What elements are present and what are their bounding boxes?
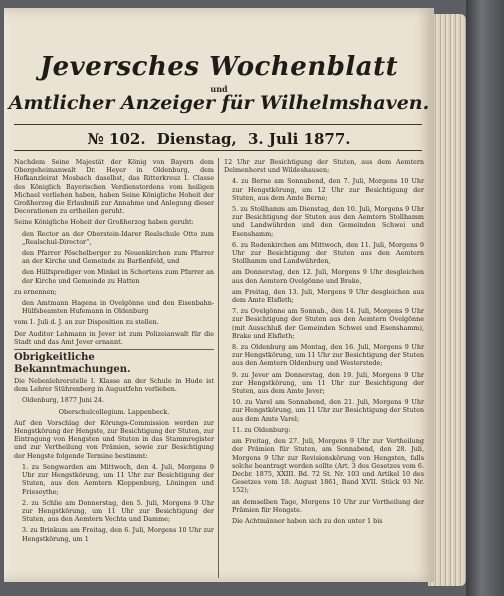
text-paragraph: am Freitag, den 27. Juli, Morgens 9 Uhr zur Vertheilung der Prämien für Stuten, am Sonnabend, den 28. Juli, Morgens 9 Uhr zur Revisionskörung von Hengsten, falls solche beantragt werden sollte (Art. 3 des Gesetzes vom 6. Decbr. 1875, XXIII. Bd. 72 St. Nr. 103 und Artikel 10 des Gesetzes vom 18. August 1861, Band XVII. Stück 93 Nr. 152); [232,437,424,495]
text-paragraph: 8. zu Oldenburg am Montag, den 16. Juli, Morgens 9 Uhr zur Hengstkörung, um 11 Uhr zur Besichtigung der Stuten aus den Aemtern Oldenburg und Westerstede; [232,343,424,368]
text-paragraph: Oberschulcollegium. Lappenbeck. [58,407,170,416]
masthead-connector: und [210,84,228,94]
right-column [224,158,424,528]
book-spine [466,0,504,596]
text-paragraph: am Donnerstag, den 12. Juli, Morgens 9 Uhr desgleichen aus den Aemtern Ovelgönne und Brake, [232,268,424,285]
text-paragraph: Oldenburg, 1877 Juni 24. [22,396,105,405]
text-paragraph: Auf den Vorschlag der Körungs-Commission werden zur Hengstkörung der Hengste, zur Besichtigung der Stuten, zur Eintragung von Hengsten und Stuten in das Stammregister und zur Vertheilung von Prämien, sowie zur Besichtigung der Hengste folgende Termine bestimmt: [14,418,214,460]
text-paragraph: 9. zu Jever am Donnerstag, den 19. Juli, Morgens 9 Uhr zur Hengstkörung, um 11 Uhr zur Besichtigung der Stuten, aus dem Amte Jever; [232,370,424,396]
text-paragraph: Die Achtmänner haben sich zu den unter 1 bis [232,516,383,525]
text-paragraph: zu ernennen; [14,287,57,296]
newspaper-page [4,8,434,582]
text-paragraph: 5. zu Stollhamm am Dienstag, den 10. Juli, Morgens 9 Uhr zur Besichtigung der Stuten aus den Aemtern Stollhamm und Landwührden und den Gemeinden Schwei und Esenshamm; [232,205,424,238]
masthead-subtitle: Amtlicher Anzeiger für Wilhelmshaven. [8,92,430,114]
text-paragraph: Der Auditor Lehmann in Jever ist zum Polizeianwalt für die Stadt und das Amt Jever ernannt. [14,329,214,346]
text-paragraph: 4. zu Berne am Sonnabend, den 7. Juli, Morgens 10 Uhr zur Hengstkörung, um 12 Uhr zur Besichtigung der Stuten, aus dem Amte Berne; [232,177,424,202]
masthead-rule-bottom [14,150,422,151]
issue-dateline [4,130,434,148]
issue-date: 3. Juli 1877. [248,130,351,148]
text-paragraph: 2. zu Schlie am Donnerstag, den 5. Juli, Morgens 9 Uhr zur Hengstkörung, um 11 Uhr zur Besichtigung der Stuten, aus den Aemtern Vechta und Damme; [22,498,214,524]
masthead-title: Jeversches Wochenblatt [39,52,399,82]
text-paragraph: an demselben Tage, Morgens 10 Uhr zur Vertheilung der Prämien für Hengste. [232,497,424,514]
text-paragraph: Seine Königliche Hoheit der Großherzog haben geruht: [14,218,194,227]
text-paragraph: 6. zu Rodenkirchen am Mittwoch, den 11. Juli, Morgens 9 Uhr zur Besichtigung der Stuten aus den Aemtern Stollhamm und Landwührden, [232,240,424,266]
issue-number: № 102. [87,130,146,148]
text-paragraph: 7. zu Ovelgönne am Sonnab., den 14. Juli, Morgens 9 Uhr zur Besichtigung der Stuten aus den Aemtern Ovelgönne (mit Ausschluß der Gemeinden Schwei und Esenshamm), Brake und Elsfleth; [232,307,424,340]
text-paragraph: am Freitag, den 13. Juli, Morgens 9 Uhr desgleichen aus dem Amte Elsfleth; [232,287,424,305]
left-column [14,158,214,546]
text-paragraph: den Rector an der Oberstein-Idarer Realschule Otto zum „Realschul-Director“, [22,229,214,246]
text-paragraph: 11. zu Oldenburg: [232,425,291,434]
text-paragraph: 12 Uhr zur Besichtigung der Stuten, aus dem Aemtern Delmenhorst und Wildeshausen; [224,158,424,175]
column-divider [218,158,219,578]
text-paragraph: Die Nebenlehrerstelle I. Klasse an der Schule in Hude ist dem Lehrer Stührenberg in Augustfehn verliehen. [14,377,214,394]
text-paragraph: Nachdem Seine Majestät der König von Bayern dem Obergeheimanwalt Dr. Heyer in Oldenburg, dem Hofkanzleirat Mosbach daselbst, das Ritterkreuz I. Classe des Königlich Bayerischen Verdienstordens vom heiligen Michael verliehen haben, haben Seine Königliche Hoheit der Großherzog die Erlaubniß zur Annahme und Anlegung dieser Decorationen zu ertheilen geruht. [14,158,214,216]
masthead-rule-top [14,124,422,125]
text-paragraph: den Amtmann Hagena in Ovelgönne und den Eisenbahn-Hülfsbeamten Hufemann in Oldenburg [22,299,214,316]
text-paragraph: 3. zu Brinkum am Freitag, den 6. Juli, Morgens 10 Uhr zur Hengstkörung, um 1 [22,526,214,543]
section-heading: Obrigkeitliche Bekanntmachungen. [14,349,214,376]
text-paragraph: den Pfarrer Pöschelberger zu Neuenkirchen zum Pfarrer an der Kirche und Gemeinde zu Barßenfeld, und [22,249,214,266]
text-paragraph: den Hülfsprediger von Minkel in Schortens zum Pfarrer an der Kirche und Gemeinde zu Hatten [22,268,214,285]
text-paragraph: 1. zu Sengwarden am Mittwoch, den 4. Juli, Morgens 9 Uhr zur Hengstkörung, um 11 Uhr zur Besichtigung der Stuten, aus den Aemtern Kloppenburg, Löningen und Friesoythe; [22,462,214,496]
text-paragraph: 10. zu Varel am Sonnabend, den 21. Juli, Morgens 9 Uhr zur Hengstkörung, um 11 Uhr zur Besichtigung der Stuten aus dem Amte Varel; [232,398,424,423]
text-paragraph: vom 1. Juli d. J. an zur Disposition zu stellen. [14,318,159,327]
issue-weekday: Dienstag, [156,130,237,148]
